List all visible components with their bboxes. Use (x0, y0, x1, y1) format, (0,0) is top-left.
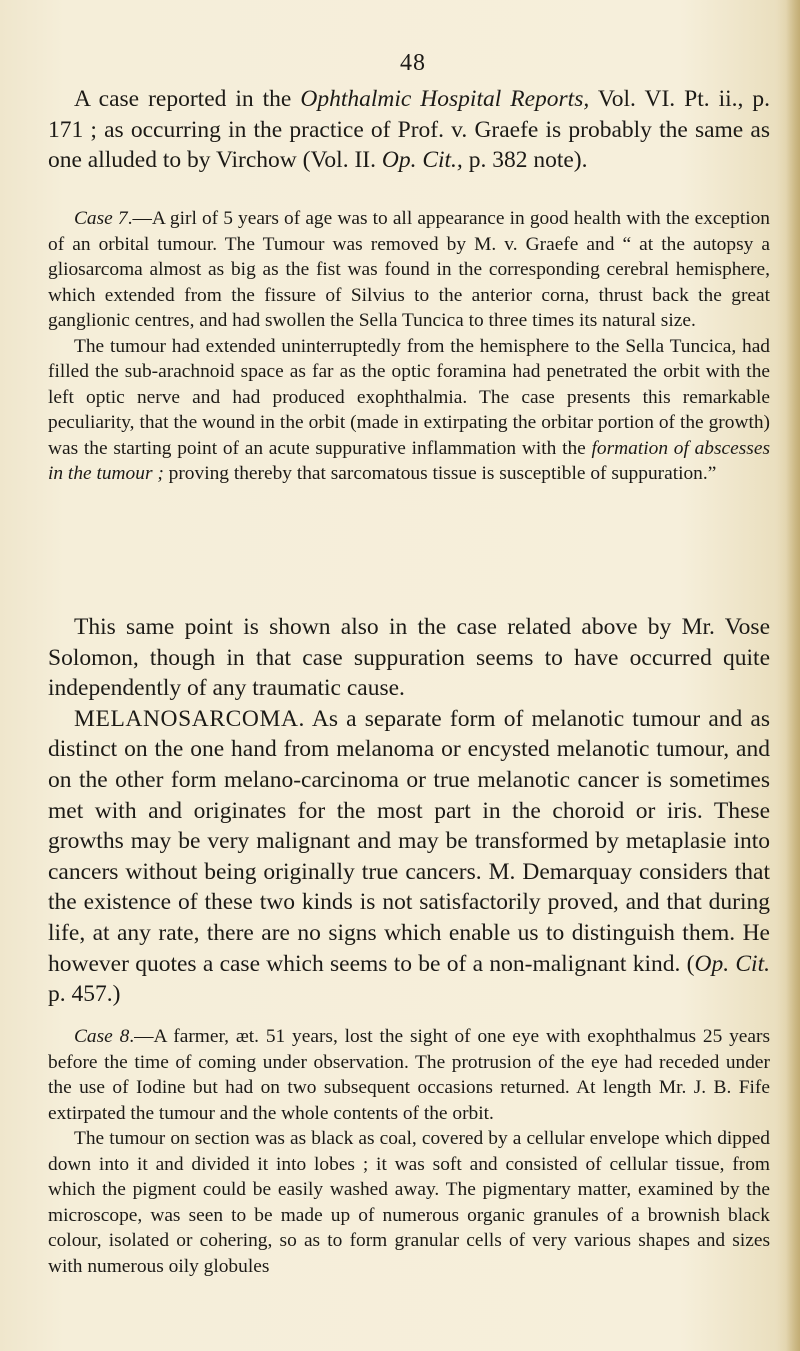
melanosarcoma-op-cit: Op. Cit. (694, 950, 770, 977)
melanosarcoma-text-b: p. 457.) (48, 981, 121, 1008)
case-7-label: Case 7 (74, 208, 128, 229)
melanosarcoma-text-a: As a separate form of melanotic tumour and as distinct on the one hand from melanoma or encysted melanotic tumour, and on the other form melano-carcinoma or true melanotic cancer is sometimes met with and originates for the most part in the choroid or iris. These growths may be very malignant and may be transformed by metaplasie into cancers without being originally true cancers. M. Demarquay considers that the existence of these two kinds is not satisfactorily proved, and that during life, at any rate, there are no signs which enable us to distinguish them. He however quotes a case which seems to be of a non-malignant kind. ( (48, 705, 770, 977)
suppuration-paragraph (48, 612, 770, 1010)
suppuration-text: This same point is shown also in the case related above by Mr. Vose Solomon, though in that case suppuration seems to have occurred quite independently of any traumatic cause. (48, 614, 770, 702)
journal-title: Ophthalmic Hospital Reports, (300, 86, 590, 112)
intro-rest: Vol. VI. Pt. ii., p. 171 ; as occurring in the practice of Prof. v. Graefe is probably the same as one alluded to by Virchow (Vol. II. (48, 86, 771, 174)
op-cit: Op. Cit., (381, 147, 463, 174)
melanosarcoma-heading: MELANOSARCOMA. (74, 705, 306, 732)
intro-tail: p. 382 note). (468, 147, 588, 174)
case-8-text-b: The tumour on section was as black as coal, covered by a cellular envelope which dipped down into it and divided it into lobes ; it was soft and consisted of cellular tissue, from which the pigment could be easily washed away. The pigmentary matter, examined by the microscope, was seen to be made up of numerous organic granules of a brownish black colour, isolated or cohering, so as to form granular cells of very various shapes and sizes with numerous oily globules (48, 1128, 770, 1277)
intro-lead: A case reported in the (74, 86, 292, 112)
case-8-block (48, 1024, 770, 1279)
case-7-text-a: .—A girl of 5 years of age was to all appearance in good health with the exception of an orbital tumour. The Tumour was removed by M. v. Graefe and “ at the autopsy a gliosarcoma almost as big as the fist was found in the corresponding cerebral hemisphere, which extended from the fissure of Silvius to the anterior corna, thrust back the great ganglionic centres, and had swollen the Sella Tuncica to three times its natural size. (48, 208, 770, 331)
case-8-label: Case 8 (74, 1026, 130, 1047)
case-7-block (48, 206, 770, 487)
case-7-text-b-lead: The tumour had extended uninterruptedly from the hemisphere to the Sella Tuncica, had filled the sub-arachnoid space as far as the optic foramina had penetrated the orbit with the left optic nerve and had produced exophthalmia. The case presents this remarkable peculiarity, that the wound in the orbit (made in extirpating the orbitar portion of the growth) was the starting point of an acute suppurative inflammation with the (48, 335, 770, 459)
case-7-text-b-italic: formation of abscesses in the tumour ; (48, 437, 770, 484)
intro-paragraph (48, 84, 770, 176)
page-number: 48 (400, 50, 426, 76)
case-8-text-a: .—A farmer, æt. 51 years, lost the sight of one eye with exophthalmus 25 years before the time of coming under observation. The protrusion of the eye had receded under the use of Iodine but had on two subsequent occasions returned. At length Mr. J. B. Fife extirpated the tumour and the whole contents of the orbit. (48, 1026, 770, 1124)
case-7-text-b-tail: proving thereby that sarcomatous tissue is susceptible of suppuration.” (168, 463, 717, 484)
page-edge-shadow (786, 0, 800, 1351)
